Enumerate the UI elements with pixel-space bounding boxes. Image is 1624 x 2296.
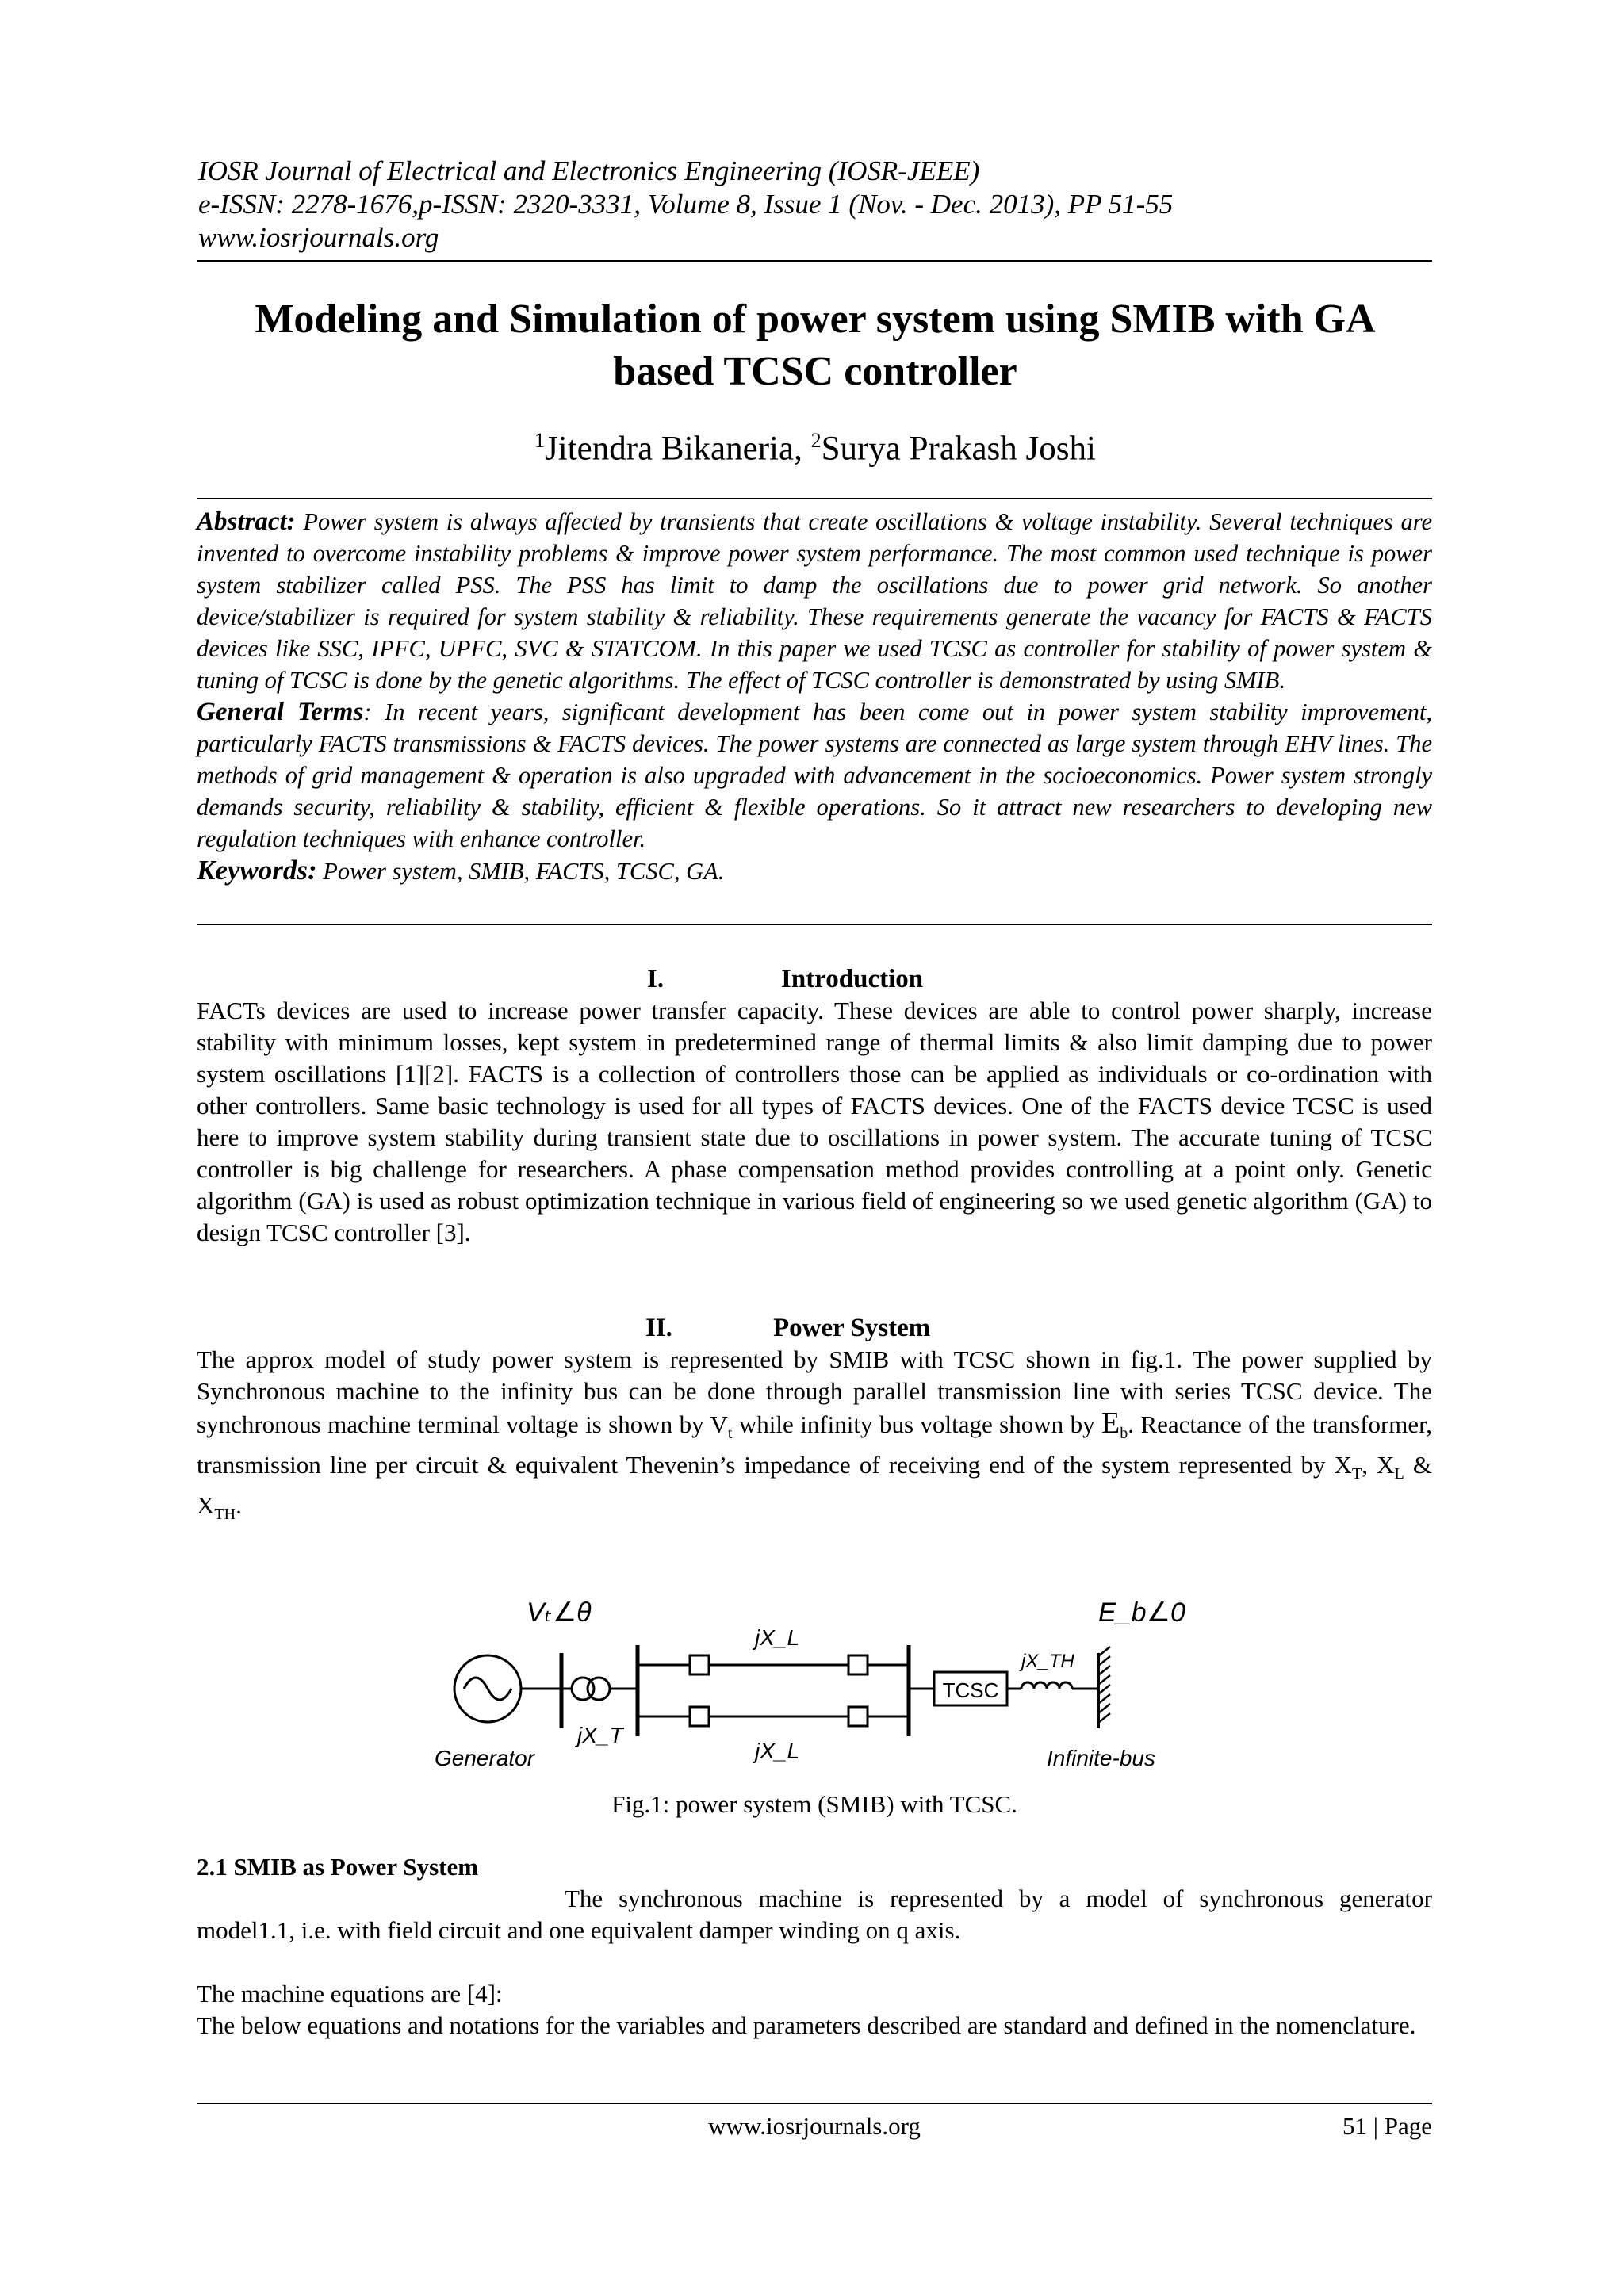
jxl-top-label: jX_L — [755, 1625, 800, 1650]
breaker-bottom-right — [848, 1707, 868, 1726]
jxth-label: jX_TH — [1021, 1651, 1074, 1672]
transformer-coil-2 — [588, 1678, 610, 1700]
ps-text-f: . — [236, 1491, 242, 1520]
abstract-block — [197, 506, 1432, 887]
ps-text-e: & X — [197, 1451, 1432, 1520]
section-1-title: Introduction — [781, 965, 924, 993]
smib-circuit-figure — [428, 1590, 1197, 1780]
subsection-heading: 2.1 SMIB as Power System — [197, 1853, 479, 1881]
notation-paragraph: The below equations and notations for the variables and parameters described are standard and defined in the nomenclature. — [197, 2011, 1416, 2039]
ps-text-b: while infinity bus voltage shown by — [732, 1410, 1102, 1438]
jxl-bottom-label: jX_L — [755, 1739, 800, 1763]
sub-TH: TH — [214, 1506, 236, 1524]
generator-label: Generator — [435, 1746, 535, 1770]
ps-text-d: , X — [1362, 1451, 1395, 1479]
authors — [197, 419, 1434, 471]
journal-issn: e-ISSN: 2278-1676,p-ISSN: 2320-3331, Volume 8, Issue 1 (Nov. - Dec. 2013), PP 51-55 — [198, 189, 1174, 220]
smib-diagram — [428, 1590, 1197, 1780]
abstract-rule-top — [197, 498, 1432, 499]
section-2-title: Power System — [773, 1314, 931, 1342]
ps-text-a: The approx model of study power system is represented by SMIB with TCSC shown in fig.1. The power supplied by Synchronous machine to the infinity bus can be done through parallel transmission line with series TCSC device. The synchronous machine terminal voltage is shown by V — [197, 1345, 1432, 1438]
journal-url: www.iosrjournals.org — [198, 222, 439, 253]
author-1-affiliation: 1 — [534, 429, 546, 452]
page-number: 51 | Page — [1342, 2112, 1432, 2140]
jxt-label: jX_T — [577, 1723, 623, 1747]
introduction-paragraph: FACTs devices are used to increase power transfer capacity. These devices are able to control power sharply, increase stability with minimum losses, kept system in predetermined range of thermal limits & also limit damping due to power system oscillations [1][2]. FACTS is a collection of controllers those can be applied as individuals or co-ordination with other controllers. Same basic technology is used for all types of FACTS devices. One of the FACTS device TCSC is used here to improve system stability during transient state due to oscillations in power system. The accurate tuning of TCSC controller is big challenge for researchers. A phase compensation method provides controlling at a point only. Genetic algorithm (GA) is used as robust optimization technique in various field of engineering so we used genetic algorithm (GA) to design TCSC controller [3]. — [197, 997, 1432, 1246]
sub-T: T — [1352, 1465, 1362, 1483]
section-2-number: II. — [645, 1314, 672, 1342]
general-terms-text: : In recent years, significant development has been come out in power system stability improvement, particularly FACTS transmissions & FACTS devices. The power systems are connected as large system through EHV lines. The methods of grid management & operation is also upgraded with advancement in the socioeconomics. Power system strongly demands security, reliability & stability, efficient & flexible operations. So it attract new researchers to developing new regulation techniques with enhance controller. — [197, 698, 1432, 852]
tcsc-label: TCSC — [942, 1678, 999, 1702]
sine-icon — [464, 1678, 511, 1700]
eb-label: E_b∠0 — [1098, 1598, 1185, 1628]
sub-t: t — [727, 1425, 733, 1443]
header-rule — [197, 260, 1432, 262]
keywords-label: Keywords: — [197, 855, 317, 886]
author-2-affiliation: 2 — [810, 429, 822, 452]
vt-label: Vₜ∠θ — [527, 1598, 592, 1628]
machine-equations-line: The machine equations are [4]: — [197, 1980, 503, 2007]
eb-symbol: E — [1101, 1406, 1120, 1440]
journal-header — [198, 155, 1435, 254]
inductor-icon — [1021, 1682, 1072, 1689]
sub-L: L — [1394, 1465, 1404, 1483]
title-line-1: Modeling and Simulation of power system using SMIB with GA — [255, 297, 1376, 342]
section-1-number: I. — [647, 965, 665, 993]
breaker-top-right — [848, 1655, 868, 1674]
footer-url: www.iosrjournals.org — [708, 2112, 921, 2140]
sub-b: b — [1120, 1425, 1128, 1443]
general-terms-label: General Terms — [197, 698, 364, 726]
figure-caption: Fig.1: power system (SMIB) with TCSC. — [611, 1790, 1017, 1818]
keywords-text: Power system, SMIB, FACTS, TCSC, GA. — [323, 858, 725, 885]
paper-title — [197, 293, 1434, 398]
section-2-body — [197, 1344, 1432, 1531]
title-line-2: based TCSC controller — [613, 349, 1017, 394]
breaker-top-left — [690, 1655, 709, 1674]
author-2-name: Surya Prakash Joshi — [821, 430, 1096, 468]
subsection-body — [197, 1883, 1432, 2042]
ps-text-c: . Reactance of the transformer, transmission line per circuit & equivalent Thevenin’s impedance of receiving end of the system represented by X — [197, 1410, 1432, 1479]
smib-paragraph: The synchronous machine is represented by a model of synchronous generator model1.1, i.e. with field circuit and one equivalent damper winding on q axis. — [197, 1885, 1432, 1944]
ground-hatch-icon — [1098, 1647, 1110, 1723]
breaker-bottom-left — [690, 1707, 709, 1726]
infinite-bus-label: Infinite-bus — [1047, 1746, 1155, 1770]
journal-name: IOSR Journal of Electrical and Electronics Engineering (IOSR-JEEE) — [198, 155, 980, 186]
author-1-name: Jitendra Bikaneria, — [545, 430, 802, 468]
abstract-rule-bottom — [197, 924, 1432, 925]
power-system-paragraph — [197, 1344, 1432, 1531]
abstract-text: Power system is always affected by transients that create oscillations & voltage instability. Several techniques are invented to overcome instability problems & improve power system performance. The most common used technique is power system stabilizer called PSS. The PSS has limit to damp the oscillations due to power grid network. So another device/stabilizer is required for system stability & reliability. These requirements generate the vacancy for FACTS & FACTS devices like SSC, IPFC, UPFC, SVC & STATCOM. In this paper we used TCSC as controller for stability of power system & tuning of TCSC is done by the genetic algorithms. The effect of TCSC controller is demonstrated by using SMIB. — [197, 508, 1432, 694]
abstract-label: Abstract: — [197, 507, 296, 536]
section-1-body — [197, 995, 1432, 1249]
footer-rule — [197, 2103, 1432, 2104]
